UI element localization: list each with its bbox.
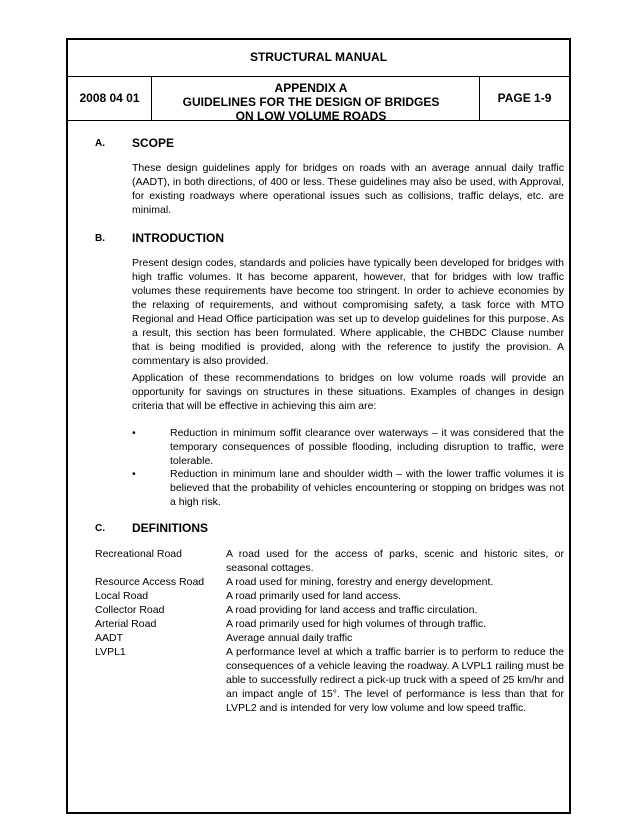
definition-term: Resource Access Road	[95, 576, 205, 588]
definition-term: Arterial Road	[95, 618, 157, 630]
definition-description: A performance level at which a traffic barrier is to perform to reduce the consequences of a vehicle leaving the roadway. A LVPL1 railing must be able to successfully redirect a pick-up truck with a speed of 25 km/hr and an impact angle of 15°. The level of performance is less than that for LVPL2 and is intended for very low volume and low speed traffic.	[226, 646, 564, 714]
manual-title: STRUCTURAL MANUAL	[68, 40, 569, 77]
bullet-icon: •	[132, 468, 136, 480]
definition-description: Average annual daily traffic	[226, 632, 353, 644]
bullet-text: Reduction in minimum soffit clearance over waterways – it was considered that the temporary consequences of possible flooding, including disruption to traffic, were tolerable.	[170, 427, 564, 467]
header-date: 2008 04 01	[68, 77, 152, 120]
definition-description: A road providing for land access and traffic circulation.	[226, 604, 478, 616]
definition-term: AADT	[95, 632, 124, 644]
definition-term: Collector Road	[95, 604, 165, 616]
definition-term: Local Road	[95, 590, 149, 602]
section-a-title: SCOPE	[132, 136, 175, 150]
definition-description: A road primarily used for land access.	[226, 590, 402, 602]
section-b-paragraph-1: Present design codes, standards and policies have typically been developed for bridges with high traffic volumes. It has become apparent, however, that for bridges with low traffic volumes these requirements have become too stringent. In order to achieve economies by the relaxing of requirements, and without compromising safety, a task force with MTO Regional and Head Office participation was set up to develop guidelines for this purpose. As a result, this section has been formulated. Where applicable, the CHBDC Clause number that is being modified is provided, along with the reference to justify the provision. A commentary is also provided.	[132, 257, 564, 367]
section-b-letter: B.	[95, 233, 105, 244]
document-frame	[66, 38, 571, 814]
appendix-title-line1: GUIDELINES FOR THE DESIGN OF BRIDGES	[182, 95, 440, 109]
header-appendix-title	[152, 77, 470, 123]
appendix-label: APPENDIX A	[274, 81, 348, 95]
bullet-icon: •	[132, 427, 136, 439]
definition-description: A road used for mining, forestry and energy development.	[226, 576, 494, 588]
section-a-paragraph: These design guidelines apply for bridges on roads with an average annual daily traffic (AADT), in both directions, of 400 or less. These guidelines may also be used, with Approval, for existing roadways where operational issues such as collisions, traffic delays, etc. are minimal.	[132, 162, 564, 216]
definition-description: A road used for the access of parks, scenic and historic sites, or seasonal cottages.	[226, 548, 564, 574]
section-a-letter: A.	[95, 138, 105, 149]
definition-term: LVPL1	[95, 646, 126, 658]
section-b-title: INTRODUCTION	[132, 231, 224, 245]
section-c-letter: C.	[95, 523, 105, 534]
bullet-text: Reduction in minimum lane and shoulder width – with the lower traffic volumes it is believed that the probability of vehicles encountering or stopping on bridges was not a high risk.	[170, 468, 564, 508]
appendix-title-line2: ON LOW VOLUME ROADS	[235, 109, 387, 123]
header-page-number: PAGE 1-9	[479, 77, 569, 120]
header-row	[68, 77, 569, 121]
definition-description: A road primarily used for high volumes of through traffic.	[226, 618, 487, 630]
definition-term: Recreational Road	[95, 548, 182, 560]
section-c-title: DEFINITIONS	[132, 521, 209, 535]
section-b-paragraph-2: Application of these recommendations to bridges on low volume roads will provide an opportunity for savings on structures in these situations. Examples of changes in design criteria that will be effective in achieving this aim are:	[132, 372, 564, 412]
